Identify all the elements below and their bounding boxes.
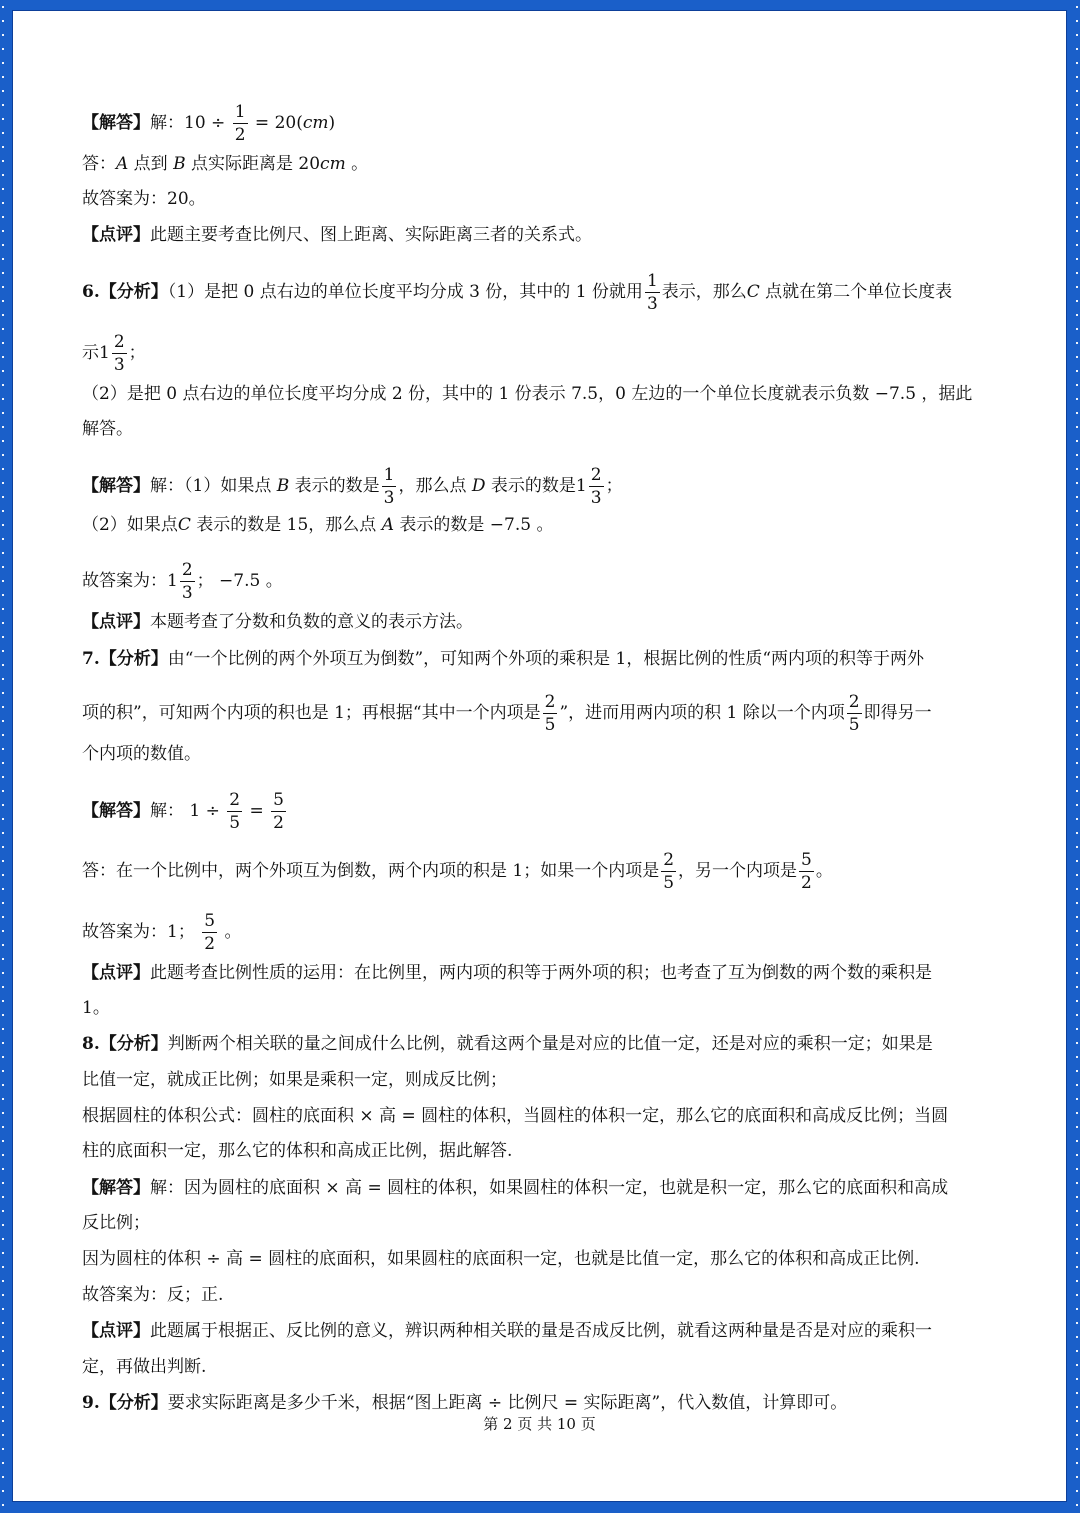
text: 项的积”，可知两个内项的积也是 1；再根据“其中一个内项是 [82, 703, 541, 723]
text: 表示的数是1 [485, 476, 587, 496]
fraction [271, 789, 286, 834]
numerator: 2 [663, 850, 675, 870]
text: ； [605, 476, 623, 496]
line-q8-analysis [82, 1031, 933, 1057]
text: 表示的数是 15，那么点 [190, 515, 382, 535]
denominator: 3 [383, 488, 395, 508]
line-q8-analysis-4: 柱的底面积一定，那么它的体积和高成正比例，据此解答. [82, 1141, 513, 1161]
line-q7-comment-cont: 1。 [82, 998, 110, 1018]
line-q6-analysis-2: （2）是把 0 点右边的单位长度平均分成 2 份，其中的 1 份表示 7.5，0 左边的一个单位长度就表示负数 −7.5 ，据此 [82, 384, 973, 404]
line-q7-comment [82, 960, 932, 986]
label: 7.【分析】 [82, 649, 168, 669]
text: 要求实际距离是多少千米，根据“图上距离 ÷ 比例尺 = 实际距离”，代入数值，计算即可。 [167, 1393, 848, 1413]
text: 即得另一 [863, 703, 932, 723]
label: 【解答】 [82, 476, 150, 496]
line-q7-final [82, 910, 241, 955]
numerator: 1 [234, 102, 246, 122]
numerator: 2 [113, 332, 125, 352]
text: ”，进而用两内项的积 1 除以一个内项 [559, 703, 845, 723]
text: 解： 1 ÷ [150, 801, 226, 821]
text: 故答案为：1 [82, 571, 178, 591]
line-q6-comment [82, 609, 473, 635]
text: 示1 [82, 343, 110, 363]
line-q8-final: 故答案为：反；正. [82, 1285, 224, 1305]
text: 点实际距离是 20 [185, 154, 321, 174]
line-q6-analysis-2-cont: 解答。 [82, 419, 133, 439]
label: 【解答】 [82, 1178, 150, 1198]
unit: cm [320, 154, 346, 174]
numerator: 5 [801, 850, 812, 870]
line-q8-analysis-3: 根据圆柱的体积公式：圆柱的底面积 × 高 = 圆柱的体积，当圆柱的体积一定，那么它的底面积和高成反比例；当圆 [82, 1106, 949, 1126]
fraction [233, 101, 248, 146]
text: （2）如果点 [82, 515, 178, 535]
label: 9.【分析】 [82, 1393, 168, 1413]
fraction [382, 464, 397, 509]
line-q7-analysis-cont [82, 691, 932, 736]
line-q6-solution [82, 464, 623, 509]
denominator: 5 [544, 715, 556, 735]
text: 本题考查了分数和负数的意义的表示方法。 [150, 612, 473, 632]
fraction [112, 331, 127, 376]
line-q7-analysis-end: 个内项的数值。 [82, 744, 201, 764]
fraction [227, 789, 242, 834]
text: 解：（1）如果点 [150, 476, 277, 496]
text: 表示，那么 [661, 282, 747, 302]
denominator: 2 [234, 125, 246, 145]
denominator: 5 [848, 715, 860, 735]
label: 6.【分析】 [82, 282, 168, 302]
text: 表示的数是 −7.5 。 [393, 515, 554, 535]
denominator: 5 [229, 813, 241, 833]
text: 答：在一个比例中，两个外项互为倒数，两个内项的积是 1；如果一个内项是 [82, 861, 660, 881]
line-q5-final: 故答案为：20。 [82, 189, 206, 209]
label: 【解答】 [82, 113, 150, 133]
text: ) [328, 113, 336, 133]
text: ； [128, 343, 146, 363]
line-q8-analysis-2: 比值一定，就成正比例；如果是乘积一定，则成反比例； [82, 1070, 507, 1090]
line-q5-comment [82, 222, 592, 248]
label: 【点评】 [82, 963, 150, 983]
line-q6-final [82, 559, 283, 604]
var: C [177, 515, 191, 535]
text: 判断两个相关联的量之间成什么比例，就看这两个量是对应的比值一定，还是对应的乘积一定；如果是 [167, 1034, 933, 1054]
text: 答： [82, 154, 116, 174]
text: 。 [815, 861, 833, 881]
fraction [661, 849, 676, 894]
line-q7-analysis [82, 646, 924, 672]
fraction [180, 559, 195, 604]
label: 【点评】 [82, 612, 150, 632]
text: 点到 [128, 154, 174, 174]
line-q6-solution-2 [82, 512, 553, 538]
unit: cm [302, 113, 329, 133]
line-q6-analysis [82, 270, 952, 315]
fraction [202, 910, 217, 955]
page-footer: 第 2 页 共 10 页 [483, 1415, 596, 1433]
denominator: 3 [646, 294, 658, 314]
text: 解：因为圆柱的底面积 × 高 = 圆柱的体积，如果圆柱的体积一定，也就是积一定，那么它的底面积和高成 [150, 1178, 949, 1198]
text: 由“一个比例的两个外项互为倒数”，可知两个外项的乘积是 1，根据比例的性质“两内项的积等于两外 [167, 649, 925, 669]
text: 解：10 ÷ [150, 113, 231, 133]
denominator: 5 [663, 873, 675, 893]
page-sheet [12, 10, 1067, 1502]
denominator: 3 [113, 355, 125, 375]
numerator: 2 [181, 560, 193, 580]
denominator: 3 [181, 583, 193, 603]
var: B [276, 476, 290, 496]
text: 此题属于根据正、反比例的意义，辨识两种相关联的量是否成反比例，就看这两种量是否是对应的乘积一 [150, 1321, 932, 1341]
numerator: 2 [544, 692, 556, 712]
numerator: 1 [383, 465, 395, 485]
line-q8-comment [82, 1318, 932, 1344]
line-q5-solution [82, 101, 335, 146]
text: 。 [219, 922, 242, 942]
numerator: 1 [646, 271, 658, 291]
line-q7-answer [82, 849, 833, 894]
text: 此题主要考查比例尺、图上距离、实际距离三者的关系式。 [150, 225, 592, 245]
denominator: 2 [204, 934, 216, 954]
label: 【解答】 [82, 801, 150, 821]
line-q8-comment-cont: 定，再做出判断. [82, 1357, 207, 1377]
fraction [799, 849, 814, 894]
text: 故答案为：1； [82, 922, 201, 942]
numerator: 2 [590, 465, 602, 485]
text: （1）是把 0 点右边的单位长度平均分成 3 份，其中的 1 份就用 [167, 282, 643, 302]
line-q5-answer [82, 151, 368, 177]
label: 【点评】 [82, 225, 150, 245]
text: 。 [345, 154, 369, 174]
denominator: 3 [590, 488, 602, 508]
var: C [746, 282, 760, 302]
text: ，另一个内项是 [678, 861, 798, 881]
line-q8-solution-2: 反比例； [82, 1213, 150, 1233]
numerator: 5 [273, 790, 284, 810]
line-q7-solution [82, 789, 288, 834]
var: D [471, 476, 486, 496]
var: A [381, 515, 394, 535]
text: 表示的数是 [289, 476, 380, 496]
fraction [847, 691, 862, 736]
right-edge-dots [1074, 0, 1080, 1513]
numerator: 5 [204, 911, 216, 931]
numerator: 2 [848, 692, 860, 712]
line-q6-analysis-cont [82, 331, 146, 376]
fraction [543, 691, 558, 736]
var: A [116, 154, 129, 174]
left-edge-dots [0, 0, 6, 1513]
line-q8-solution-3: 因为圆柱的体积 ÷ 高 = 圆柱的底面积，如果圆柱的底面积一定，也就是比值一定，那么它的体积和高成正比例. [82, 1249, 920, 1269]
page-content [13, 11, 1066, 1501]
line-q8-solution [82, 1175, 948, 1201]
text: ，那么点 [398, 476, 472, 496]
label: 【点评】 [82, 1321, 150, 1341]
fraction [645, 270, 660, 315]
fraction [589, 464, 604, 509]
text: 此题考查比例性质的运用：在比例里，两内项的积等于两外项的积；也考查了互为倒数的两个数的乘积是 [150, 963, 932, 983]
text: = [244, 801, 270, 821]
denominator: 2 [801, 873, 812, 893]
text: ； −7.5 。 [196, 571, 283, 591]
var: B [173, 154, 186, 174]
denominator: 2 [273, 813, 284, 833]
text: = 20( [249, 113, 303, 133]
numerator: 2 [229, 790, 241, 810]
label: 8.【分析】 [82, 1034, 168, 1054]
text: 点就在第二个单位长度表 [759, 282, 953, 302]
